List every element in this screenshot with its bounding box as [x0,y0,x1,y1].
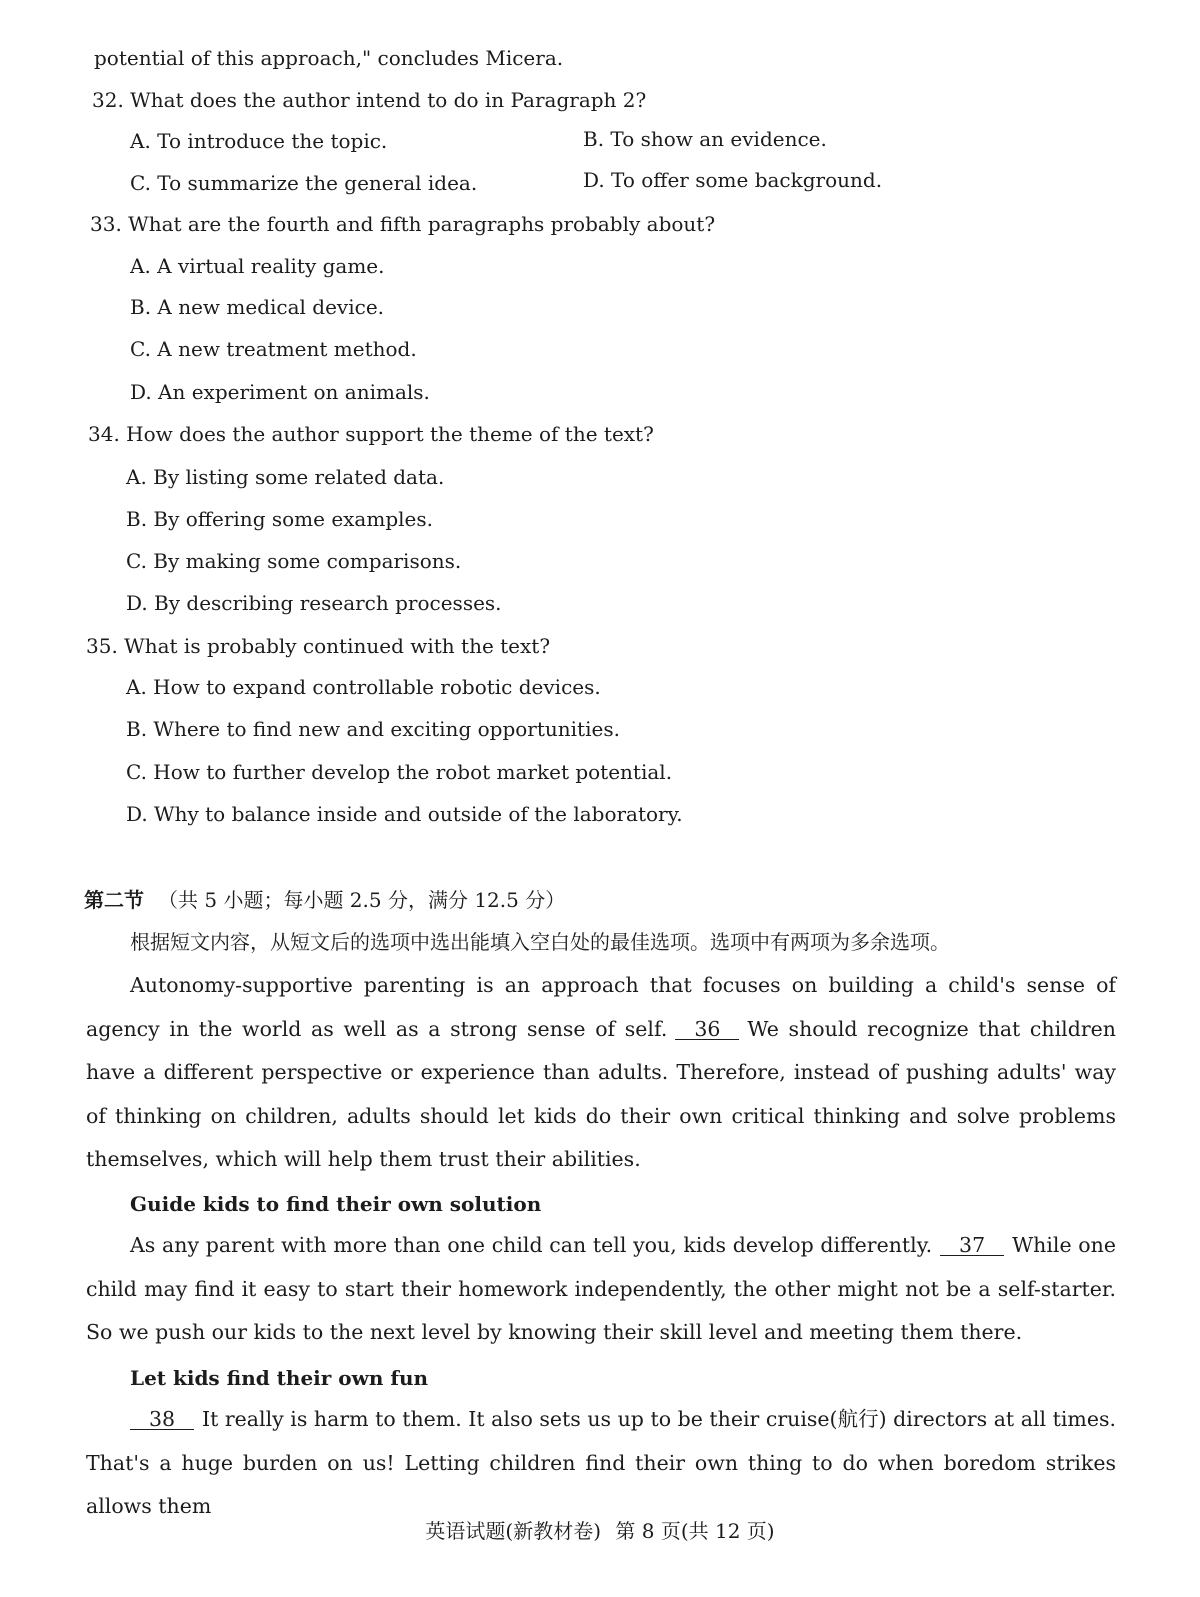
paragraph-text: It really is harm to them. It also sets us up to be their cruise(航行) directors at all times. That's a huge burden on us! Letting children find their own thing to do when boredom strikes allows them [86,1407,1116,1518]
passage-paragraph-3 [86,1398,1116,1529]
option-32-c: C. To summarize the general idea. [130,171,478,195]
option-35-a: A. How to expand controllable robotic devices. [126,675,601,699]
subheading-solution: Guide kids to find their own solution [130,1192,542,1216]
question-number: 32. [92,88,124,112]
option-32-b: B. To show an evidence. [583,127,827,151]
option-34-c: C. By making some comparisons. [126,549,462,573]
option-34-b: B. By offering some examples. [126,507,433,531]
question-stem: What are the fourth and fifth paragraphs probably about? [128,212,716,236]
footer-page-number: 第 8 页(共 12 页) [615,1519,775,1543]
question-32 [92,88,646,112]
continued-text-line: potential of this approach," concludes Micera. [94,46,564,70]
question-33 [90,212,715,236]
passage-paragraph-1 [86,964,1116,1182]
question-34 [88,422,654,446]
question-35 [86,634,550,658]
subheading-fun: Let kids find their own fun [130,1366,429,1390]
question-stem: What does the author intend to do in Paragraph 2? [130,88,647,112]
blank-37: 37 [940,1235,1004,1256]
passage-paragraph-2 [86,1224,1116,1355]
question-number: 34. [88,422,120,446]
option-33-b: B. A new medical device. [130,295,385,319]
option-35-c: C. How to further develop the robot market potential. [126,760,673,784]
blank-36: 36 [675,1019,739,1040]
option-33-c: C. A new treatment method. [130,337,417,361]
page-footer [0,1518,1200,1544]
paragraph-text: While one child may find it easy to start their homework independently, the other might not be a self-starter. So we push our kids to the next level by knowing their skill level and meeting them there. [86,1233,1116,1344]
option-33-a: A. A virtual reality game. [130,254,385,278]
question-number: 33. [90,212,122,236]
question-stem: What is probably continued with the text? [124,634,551,658]
footer-subject: 英语试题(新教材卷) [425,1519,602,1543]
option-32-a: A. To introduce the topic. [130,129,388,153]
section-instruction: 根据短文内容，从短文后的选项中选出能填入空白处的最佳选项。选项中有两项为多余选项。 [130,930,950,954]
section-scoring: （共 5 小题；每小题 2.5 分，满分 12.5 分） [158,888,566,912]
option-33-d: D. An experiment on animals. [130,380,430,404]
blank-38: 38 [130,1409,194,1430]
paragraph-text: As any parent with more than one child can tell you, kids develop differently. [130,1233,933,1257]
paragraph-text: We should recognize that children have a different perspective or experience than adults. Therefore, instead of pushing adults' way of thinking on children, adults should let kids do their own critical thinking and solve problems themselves, which will help them trust their abilities. [86,1016,1116,1171]
option-34-a: A. By listing some related data. [126,465,445,489]
question-stem: How does the author support the theme of the text? [126,422,654,446]
option-35-b: B. Where to find new and exciting opportunities. [126,717,620,741]
question-number: 35. [86,634,118,658]
option-34-d: D. By describing research processes. [126,591,502,615]
option-35-d: D. Why to balance inside and outside of the laboratory. [126,802,683,826]
paragraph-text: Autonomy-supportive parenting is an approach that focuses on building a child's sense of agency in the world as well as a strong sense of self. [86,973,1116,1041]
option-32-d: D. To offer some background. [583,168,883,192]
section-title [84,888,565,912]
section-name: 第二节 [84,888,144,912]
